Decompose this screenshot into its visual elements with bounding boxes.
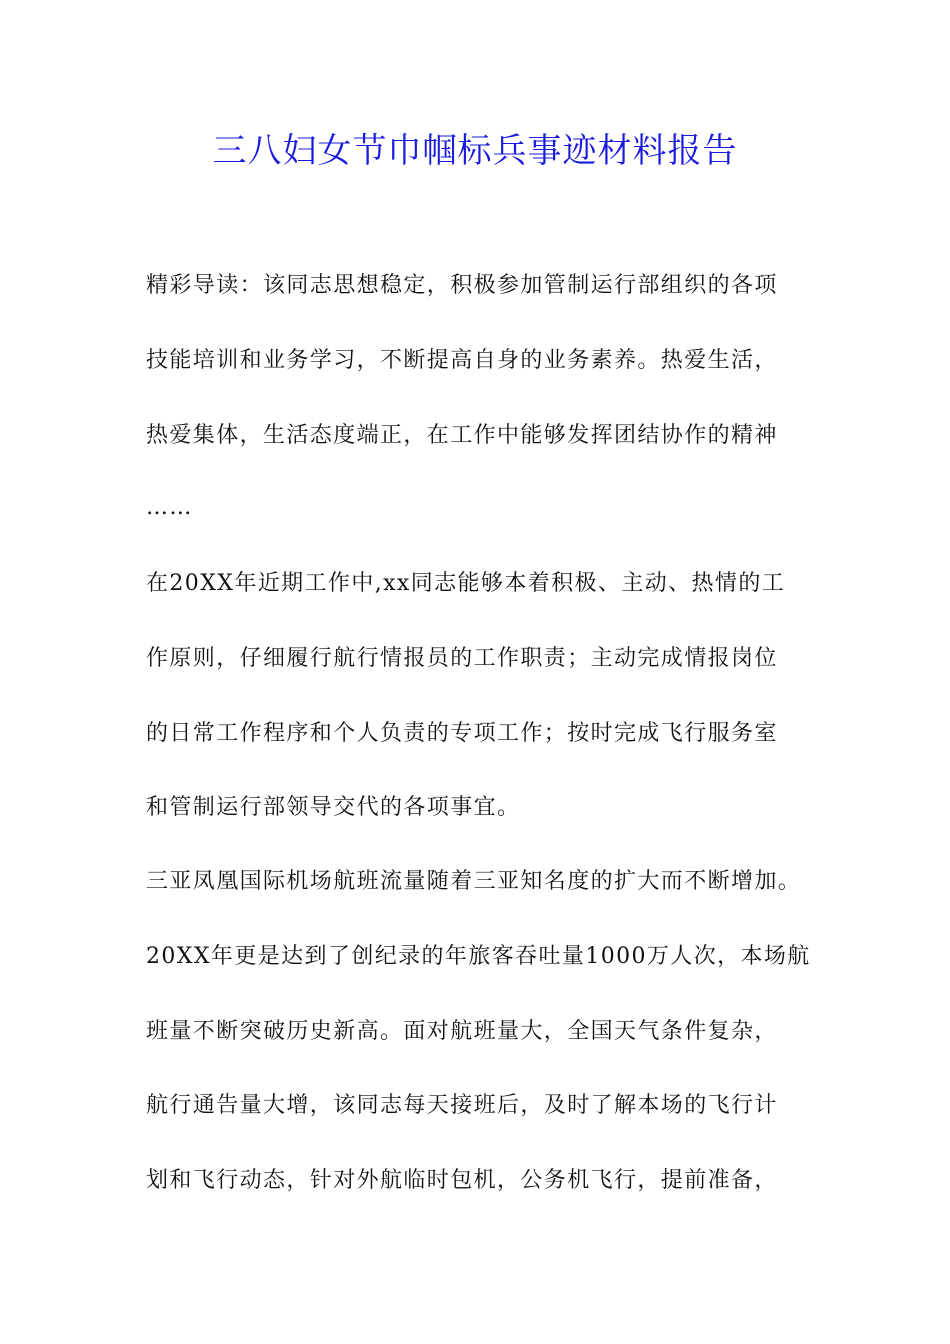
document-title: 三八妇女节巾帼标兵事迹材料报告 <box>212 131 738 171</box>
body-line: 三亚凤凰国际机场航班流量随着三亚知名度的扩大而不断增加。 <box>146 869 802 894</box>
body-line: 划和飞行动态，针对外航临时包机，公务机飞行，提前准备， <box>146 1168 778 1193</box>
body-line: …… <box>146 495 193 520</box>
body-line: 精彩导读：该同志思想稳定，积极参加管制运行部组织的各项 <box>146 273 778 298</box>
body-line: 20XX年更是达到了创纪录的年旅客吞吐量1000万人次，本场航 <box>146 944 811 969</box>
body-line: 和管制运行部领导交代的各项事宜。 <box>146 795 521 820</box>
body-line: 在20XX年近期工作中,xx同志能够本着积极、主动、热情的工 <box>146 571 786 596</box>
body-line: 班量不断突破历史新高。面对航班量大，全国天气条件复杂， <box>146 1019 778 1044</box>
body-line: 航行通告量大增，该同志每天接班后，及时了解本场的飞行计 <box>146 1093 778 1118</box>
body-line: 热爱集体，生活态度端正，在工作中能够发挥团结协作的精神 <box>146 423 778 448</box>
body-line: 技能培训和业务学习，不断提高自身的业务素养。热爱生活， <box>146 348 778 373</box>
body-line: 作原则，仔细履行航行情报员的工作职责；主动完成情报岗位 <box>146 646 778 671</box>
body-line: 的日常工作程序和个人负责的专项工作；按时完成飞行服务室 <box>146 721 778 746</box>
